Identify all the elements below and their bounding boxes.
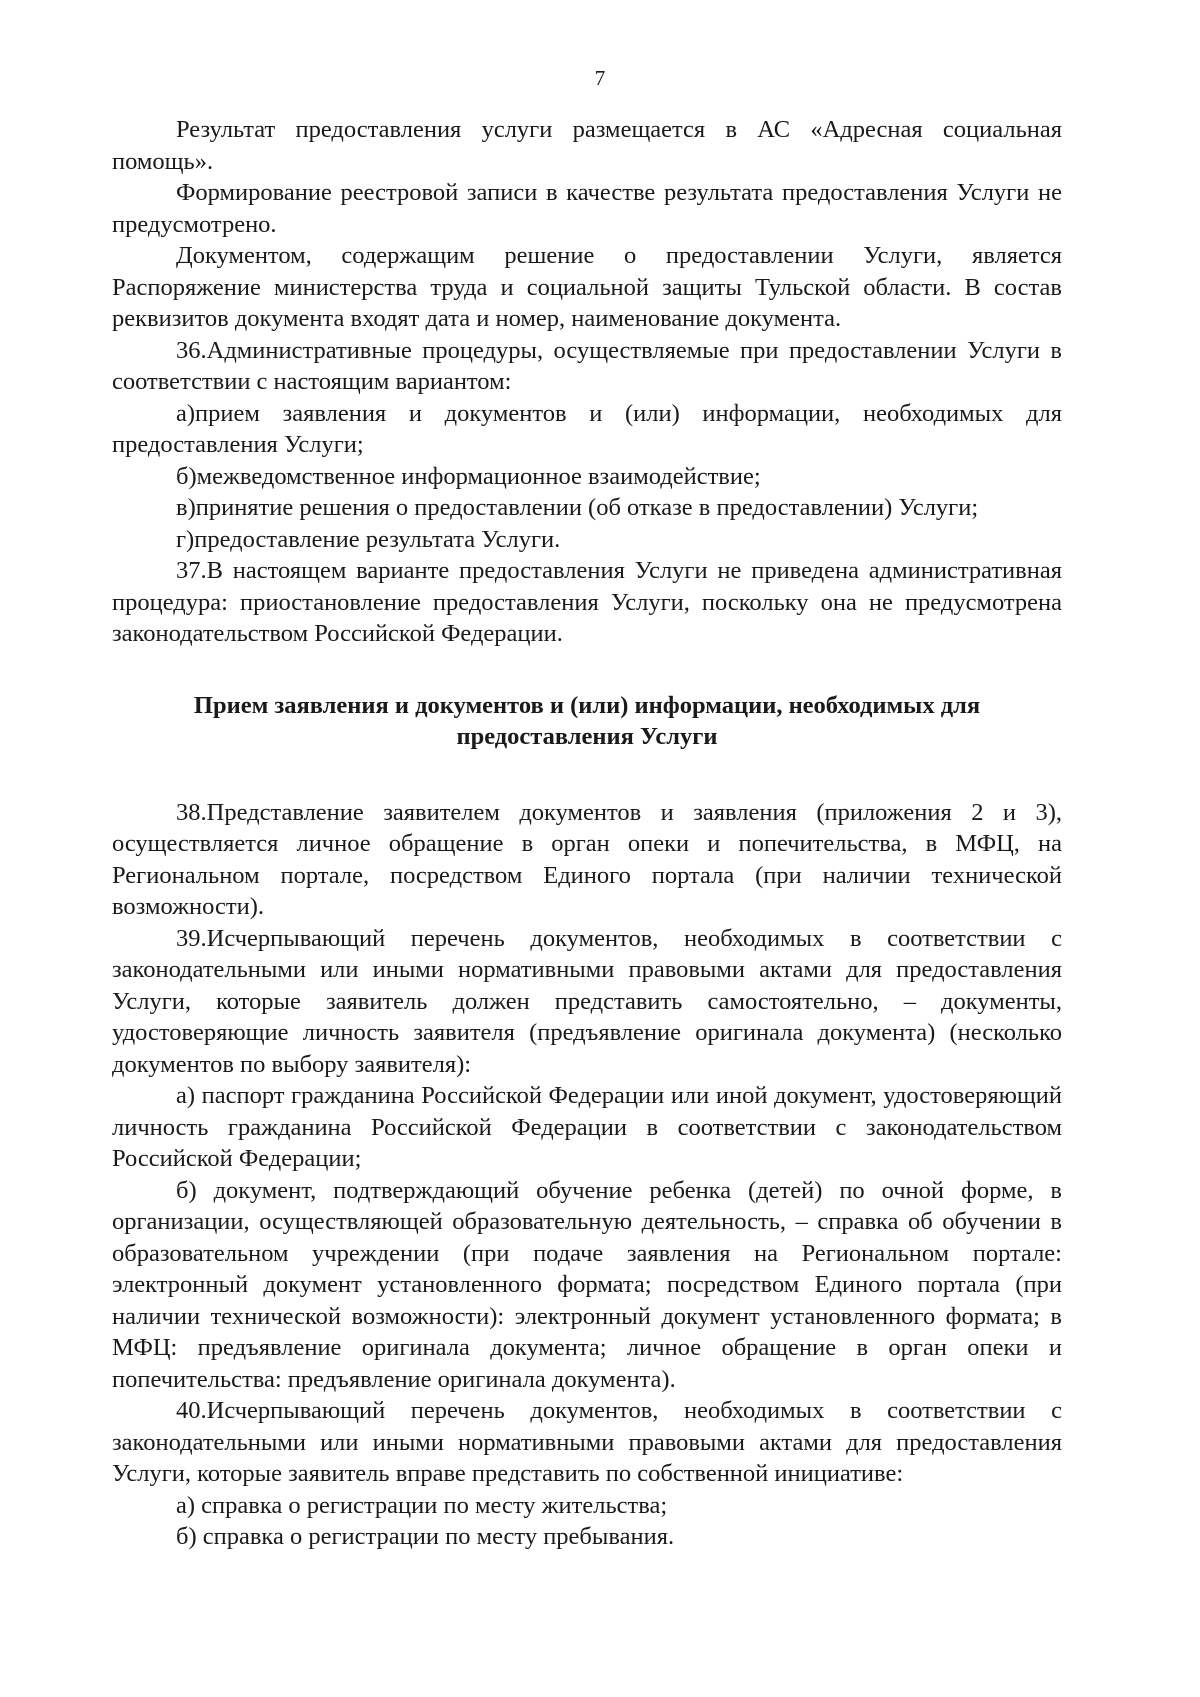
list-item-39b: б) документ, подтверждающий обучение ребенка (детей) по очной форме, в организации, осуществляющей образовательную деятельность, – справка об обучении в образовательном учреждении (при подаче заявления на Региональном портале: электронный документ установленного формата; посредством Единого портала (при наличии технической возможности): электронный документ установленного формата; в МФЦ: предъявление оригинала документа; личное обращение в орган опеки и попечительства: предъявление оригинала документа). [112,1176,1062,1393]
list-item-36b: б)межведомственное информационное взаимодействие; [176,462,761,490]
paragraph-item-36: 36.Административные процедуры, осуществляемые при предоставлении Услуги в соответствии с настоящим вариантом: [112,336,1062,395]
list-item-40a: а) справка о регистрации по месту жительства; [176,1491,668,1519]
paragraph-item-37: 37.В настоящем варианте предоставления Услуги не приведена административная процедура: приостановление предоставления Услуги, поскольку она не предусмотрена законодательством Российской Федерации. [112,557,1062,647]
document-body [112,114,1062,1553]
paragraph-item-40: 40.Исчерпывающий перечень документов, необходимых в соответствии с законодательными или иными нормативными правовыми актами для предоставления Услуги, которые заявитель вправе представить по собственной инициативе: [112,1397,1062,1487]
paragraph-result-placement: Результат предоставления услуги размещается в АС «Адресная социальная помощь». [112,116,1062,175]
list-item-36v: в)принятие решения о предоставлении (об отказе в предоставлении) Услуги; [176,494,979,521]
section-heading: Прием заявления и документов и (или) информации, необходимых для предоставления Услуги [193,691,981,750]
paragraph-decision-document: Документом, содержащим решение о предоставлении Услуги, является Распоряжение министерства труда и социальной защиты Тульской области. В состав реквизитов документа входят дата и номер, наименование документа. [112,242,1062,332]
paragraph-item-39: 39.Исчерпывающий перечень документов, необходимых в соответствии с законодательными или иными нормативными правовыми актами для предоставления Услуги, которые заявитель должен представить самостоятельно, – документы, удостоверяющие личность заявителя (предъявление оригинала документа) (несколько документов по выбору заявителя): [112,924,1062,1078]
paragraph-registry-record: Формирование реестровой записи в качестве результата предоставления Услуги не предусмотрено. [112,179,1062,238]
list-item-36a: а)прием заявления и документов и (или) информации, необходимых для предоставления Услуги; [112,399,1062,458]
page-number: 7 [594,66,606,90]
list-item-36g: г)предоставление результата Услуги. [176,525,561,553]
list-item-39a: а) паспорт гражданина Российской Федерации или иной документ, удостоверяющий личность гражданина Российской Федерации в соответствии с законодательством Российской Федерации; [112,1082,1062,1172]
list-item-40b: б) справка о регистрации по месту пребывания. [176,1523,675,1550]
paragraph-item-38: 38.Представление заявителем документов и заявления (приложения 2 и 3), осуществляется личное обращение в орган опеки и попечительства, в МФЦ, на Региональном портале, посредством Единого портала (при наличии технической возможности). [112,798,1062,920]
